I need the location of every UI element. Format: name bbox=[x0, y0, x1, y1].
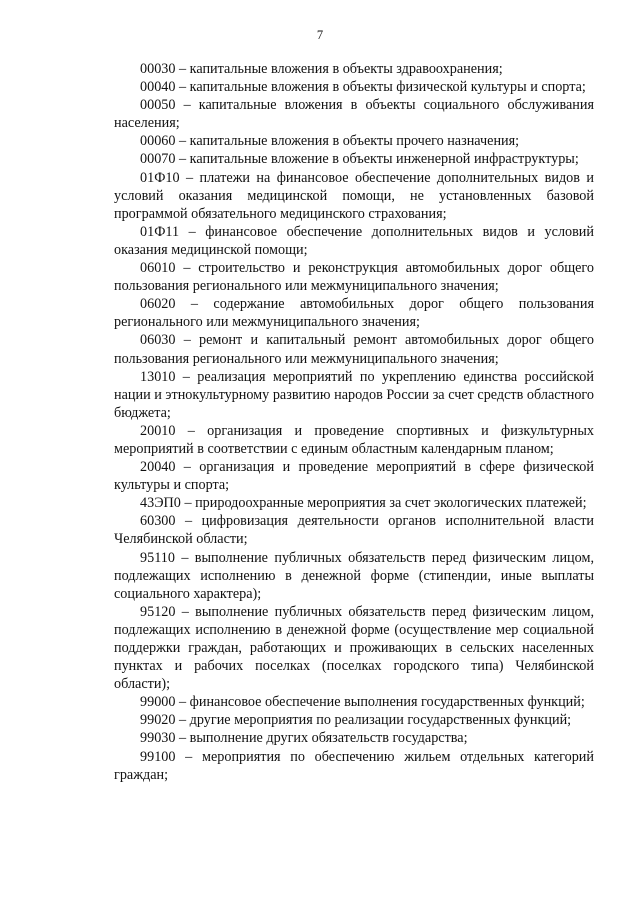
paragraph: 06030 – ремонт и капитальный ремонт автомобильных дорог общего пользования регионального или межмуниципального значения; bbox=[114, 332, 594, 367]
paragraph: 06020 – содержание автомобильных дорог общего пользования регионального или межмуниципального значения; bbox=[114, 296, 594, 331]
page-number: 7 bbox=[316, 28, 324, 42]
paragraph: 00050 – капитальные вложения в объекты социального обслуживания населения; bbox=[114, 97, 594, 132]
document-body bbox=[114, 60, 594, 784]
paragraph: 00040 – капитальные вложения в объекты физической культуры и спорта; bbox=[140, 79, 586, 96]
paragraph: 01Ф10 – платежи на финансовое обеспечение дополнительных видов и условий оказания медицинской помощи, не установленных базовой программой обязательного медицинского страхования; bbox=[114, 169, 594, 222]
paragraph: 43ЭП0 – природоохранные мероприятия за счет экологических платежей; bbox=[140, 495, 587, 512]
paragraph: 99000 – финансовое обеспечение выполнения государственных функций; bbox=[140, 694, 585, 711]
paragraph: 99100 – мероприятия по обеспечению жильем отдельных категорий граждан; bbox=[114, 748, 594, 783]
paragraph: 20040 – организация и проведение мероприятий в сфере физической культуры и спорта; bbox=[114, 459, 594, 494]
paragraph: 06010 – строительство и реконструкция автомобильных дорог общего пользования регионального или межмуниципального значения; bbox=[114, 260, 594, 295]
paragraph: 60300 – цифровизация деятельности органов исполнительной власти Челябинской области; bbox=[114, 513, 594, 548]
paragraph: 00070 – капитальные вложение в объекты инженерной инфраструктуры; bbox=[140, 151, 579, 168]
paragraph: 95120 – выполнение публичных обязательств перед физическим лицом, подлежащих исполнению в денежной форме (осуществление мер социальной поддержки граждан, работающих и проживающих в сельских населенных пунктах и рабочих поселках (поселках городского типа) Челябинской области); bbox=[114, 603, 594, 693]
paragraph: 00060 – капитальные вложения в объекты прочего назначения; bbox=[140, 133, 520, 150]
paragraph: 95110 – выполнение публичных обязательств перед физическим лицом, подлежащих исполнению в денежной форме (стипендии, иные выплаты социального характера); bbox=[114, 549, 594, 602]
paragraph: 20010 – организация и проведение спортивных и физкультурных мероприятий в соответствии с единым областным календарным планом; bbox=[114, 422, 594, 457]
paragraph: 01Ф11 – финансовое обеспечение дополнительных видов и условий оказания медицинской помощи; bbox=[114, 223, 594, 258]
paragraph: 99020 – другие мероприятия по реализации государственных функций; bbox=[140, 712, 572, 729]
paragraph: 00030 – капитальные вложения в объекты здравоохранения; bbox=[140, 61, 503, 77]
paragraph: 13010 – реализация мероприятий по укреплению единства российской нации и этнокультурному развитию народов России за счет средств областного бюджета; bbox=[114, 368, 594, 421]
paragraph: 99030 – выполнение других обязательств государства; bbox=[140, 730, 468, 747]
